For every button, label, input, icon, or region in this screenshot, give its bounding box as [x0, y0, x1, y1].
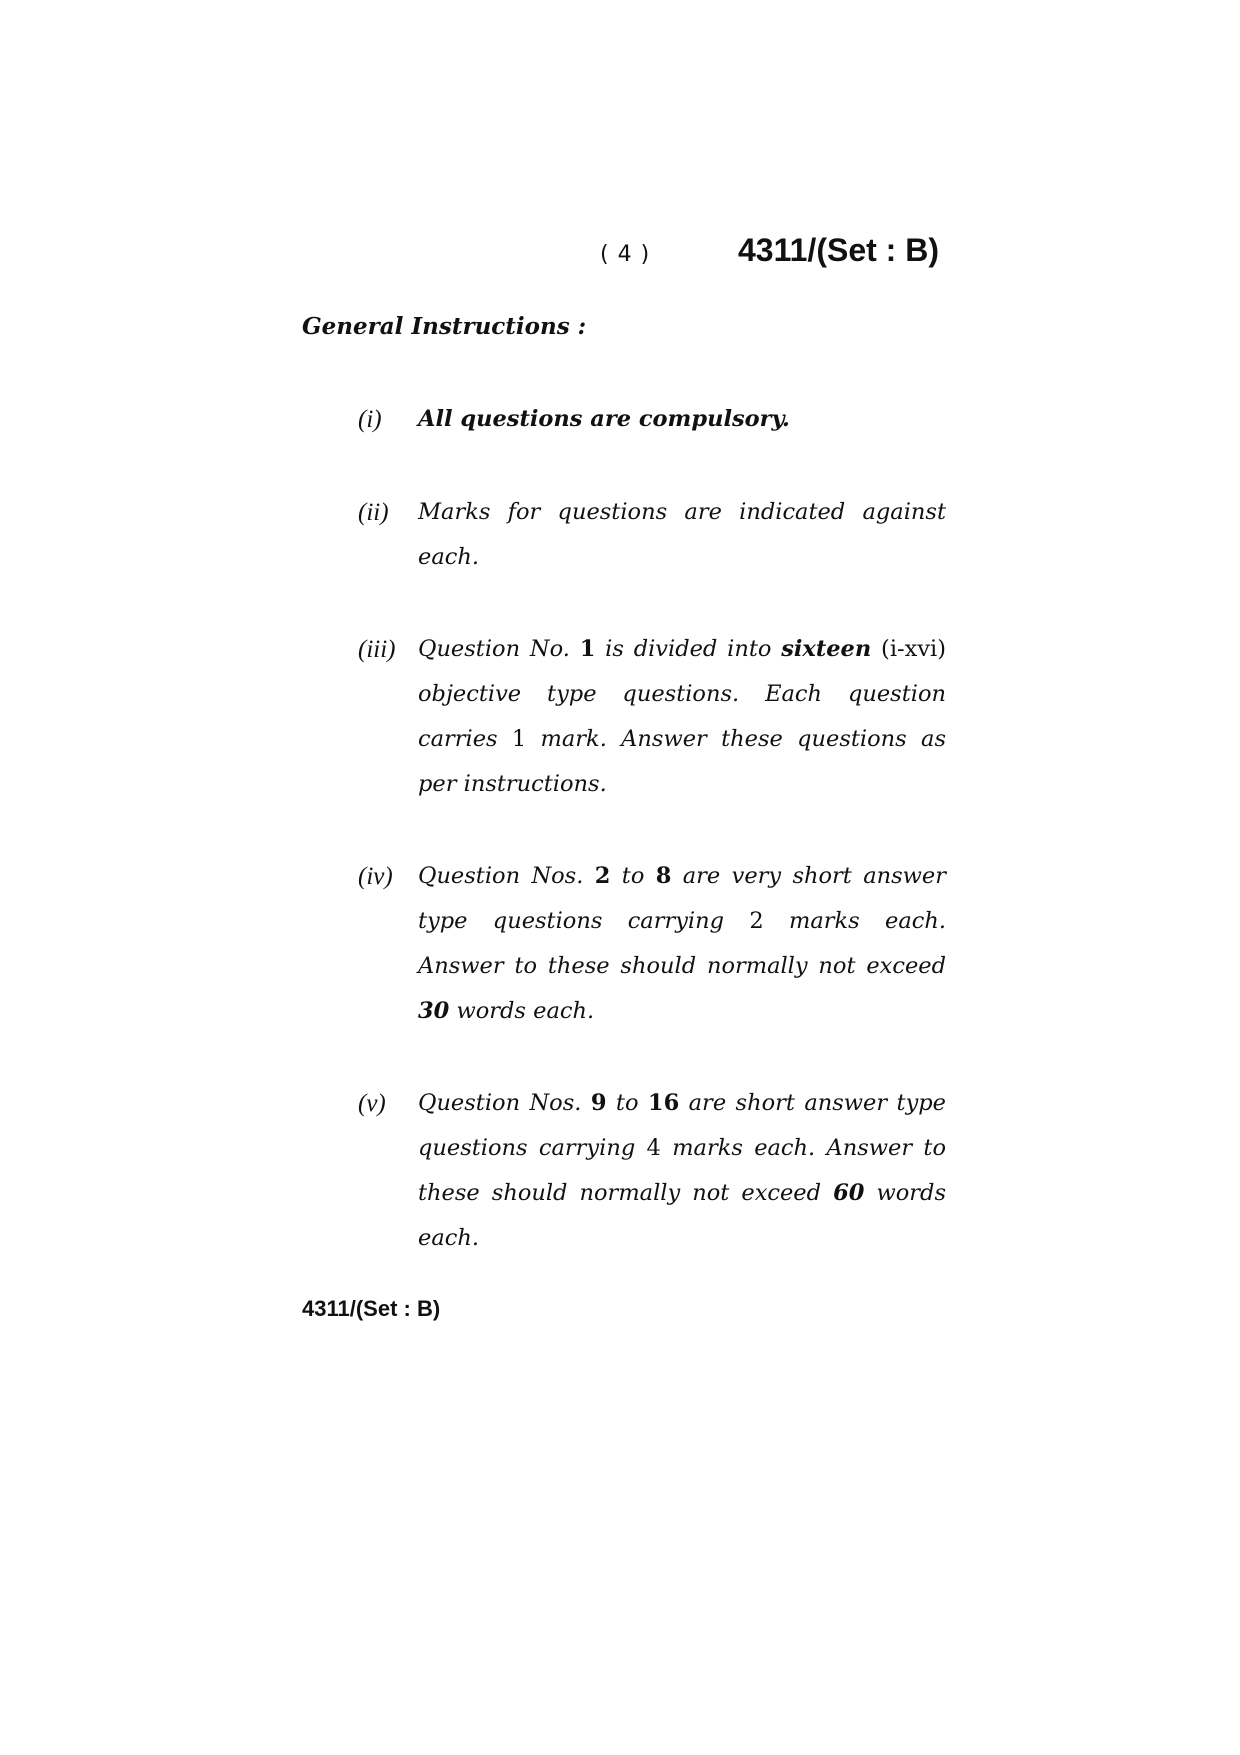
question-number: 2: [594, 863, 611, 889]
text-run: marks each. Answer to these should normally not exceed: [418, 908, 946, 979]
instruction-text: [418, 1081, 946, 1261]
text-run: words each.: [449, 998, 595, 1024]
text-run: words each.: [418, 1180, 946, 1251]
marks-value: 1: [511, 726, 527, 752]
text-run: Question Nos.: [418, 1090, 591, 1116]
text-run: is divided into: [595, 636, 782, 662]
page-number: ( 4 ): [600, 242, 651, 267]
instruction-marker: (iii): [358, 636, 396, 663]
instruction-marker: (ii): [358, 499, 389, 526]
instruction-marker: (i): [358, 406, 382, 433]
text-run: Question No.: [418, 636, 580, 662]
instruction-marker: (v): [358, 1090, 386, 1117]
question-number: 1: [579, 636, 596, 662]
text-run: objective type questions. Each question carries: [418, 681, 946, 752]
text-run: to: [606, 1090, 648, 1116]
instruction-text: [418, 854, 946, 1034]
word-limit: 60: [833, 1180, 865, 1206]
question-number: 8: [655, 863, 672, 889]
footer-paper-code: 4311/(Set : B): [302, 1296, 441, 1321]
instruction-text: All questions are compulsory.: [418, 406, 790, 432]
text-run: marks each. Answer to these should normally not exceed: [418, 1135, 946, 1206]
roman-range: (i-xvi): [881, 636, 946, 662]
question-number: 16: [647, 1090, 680, 1116]
instruction-text: Marks for questions are indicated against each.: [418, 499, 946, 570]
text-run: are very short answer type questions carrying: [418, 863, 946, 934]
instruction-marker: (iv): [358, 863, 393, 890]
question-number: 9: [590, 1090, 607, 1116]
text-run: are short answer type questions carrying: [418, 1090, 947, 1161]
header-paper-code: 4311/(Set : B): [738, 232, 939, 268]
marks-value: 2: [749, 908, 764, 934]
general-instructions-heading: General Instructions :: [302, 313, 587, 340]
word-limit: 30: [418, 998, 450, 1024]
text-run: to: [610, 863, 656, 889]
text-run: [871, 636, 881, 662]
text-run: Question Nos.: [418, 863, 595, 889]
emphasis-word: sixteen: [781, 636, 872, 662]
text-run: mark. Answer these questions as per instructions.: [418, 726, 946, 797]
marks-value: 4: [646, 1135, 661, 1161]
instruction-text: [418, 627, 946, 807]
